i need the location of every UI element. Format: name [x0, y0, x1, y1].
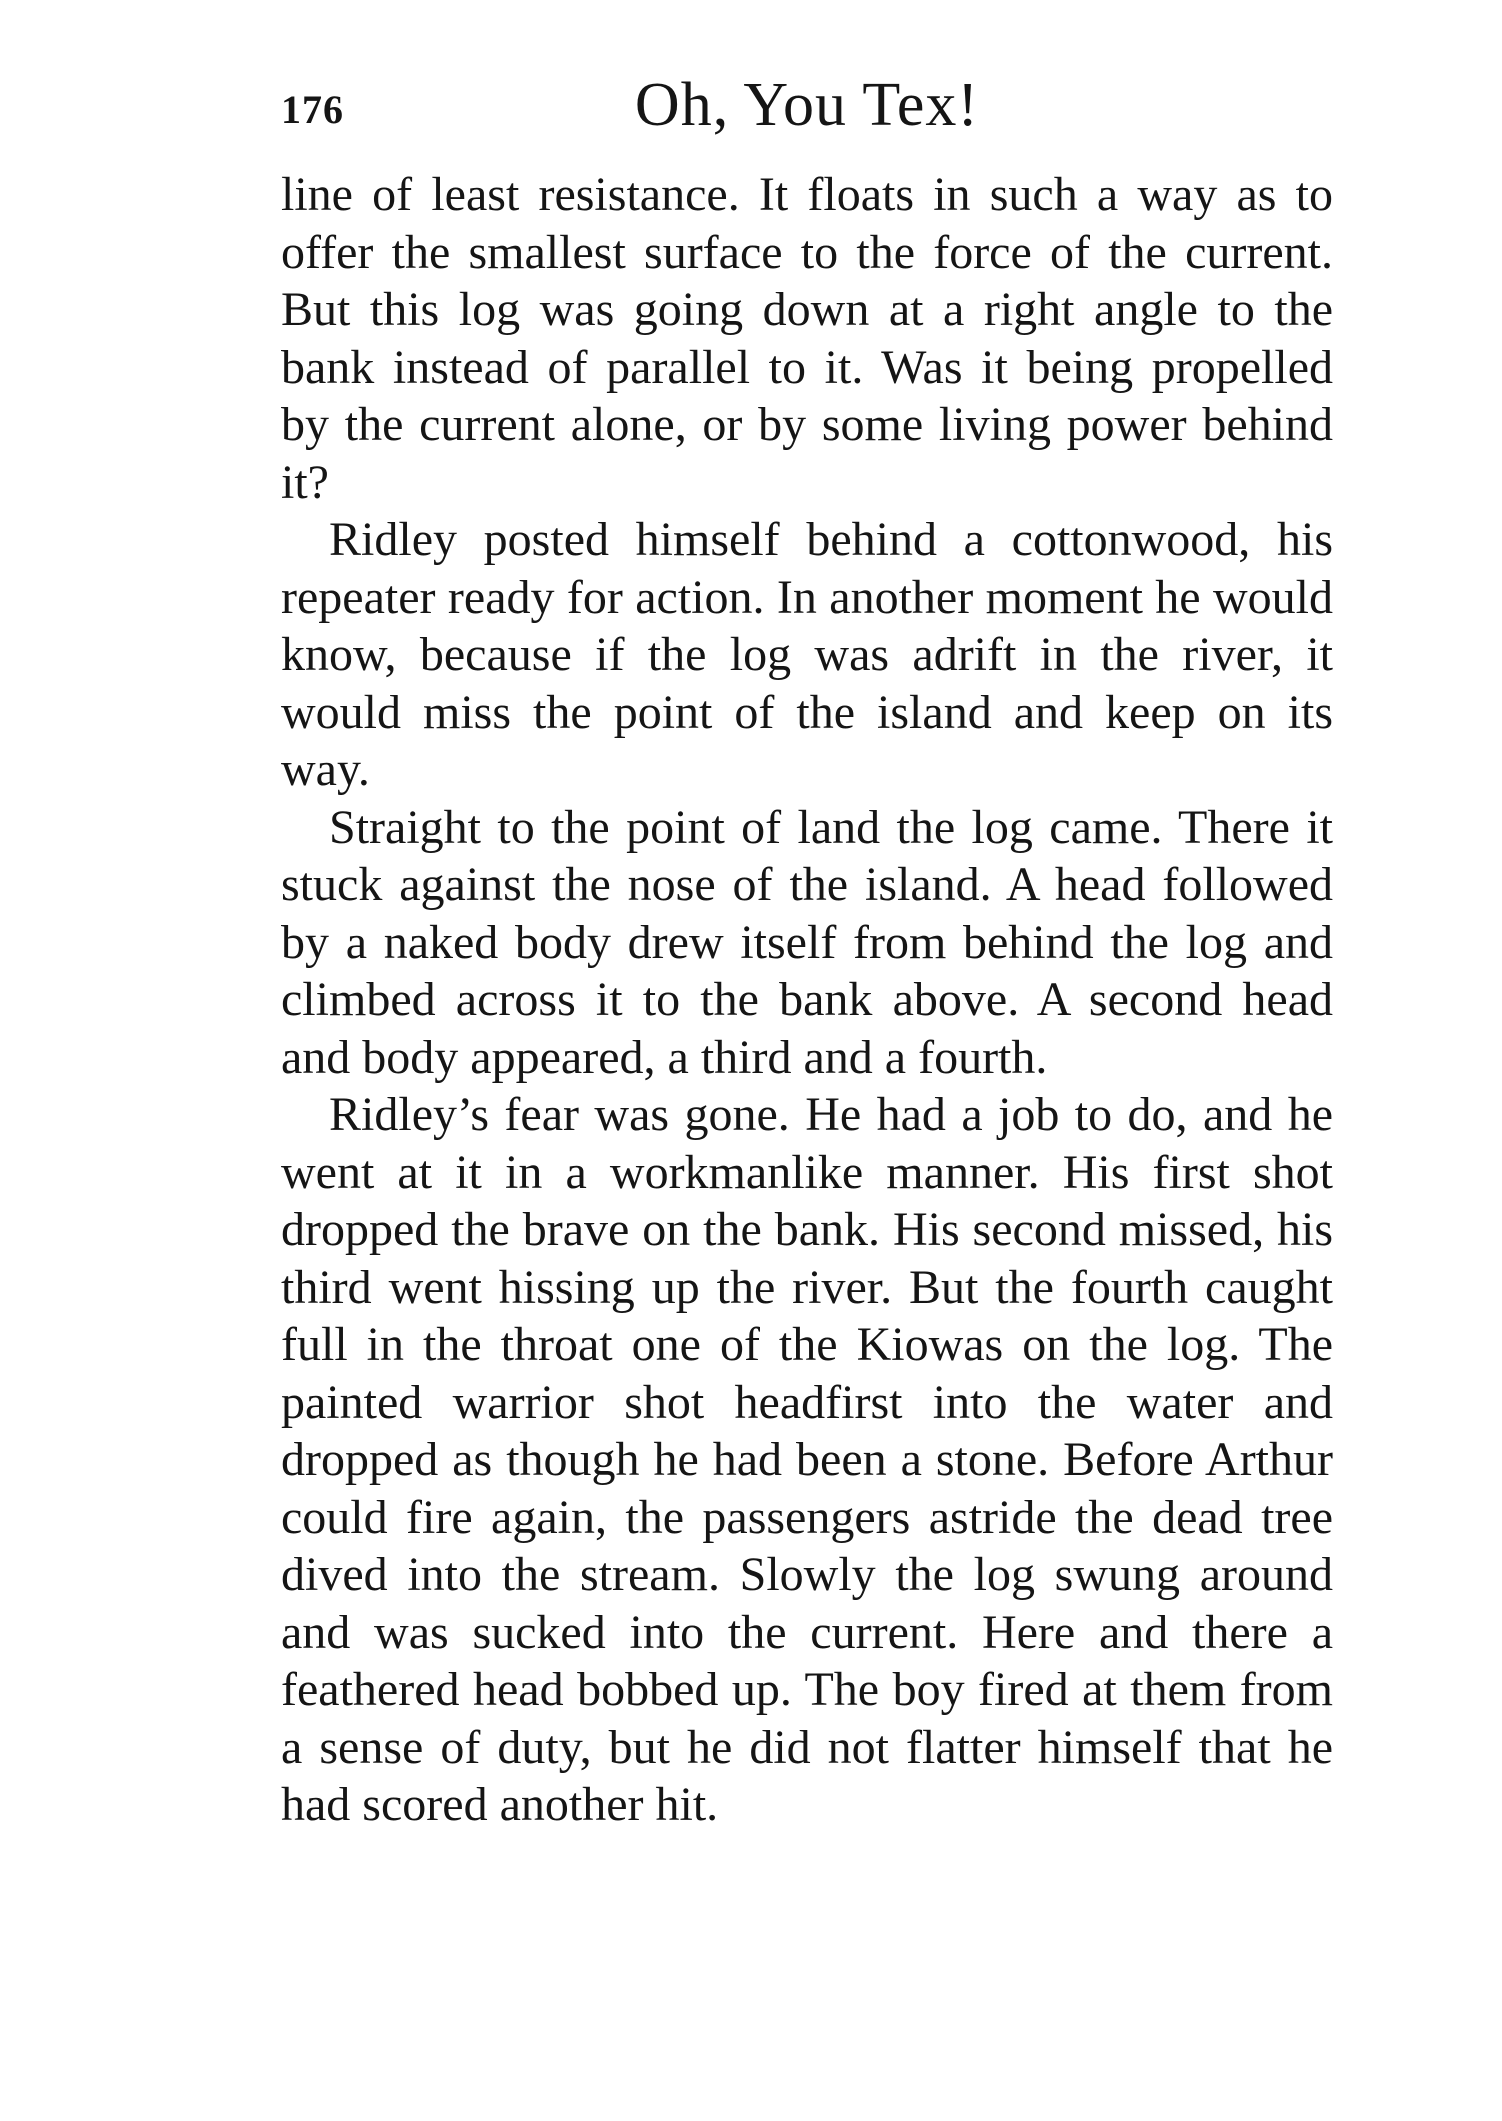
running-title: Oh, You Tex! [634, 71, 980, 139]
body-text [281, 166, 1333, 1834]
page-number: 176 [281, 87, 344, 132]
paragraph-straight-to-point: Straight to the point of land the log came. There it stuck against the nose of the island. A head followed by a naked body drew itself from behind the log and climbed across it to the bank above. A second head and body appeared, a third and a fourth. [281, 800, 1333, 1084]
paragraph-ridleys-fear: Ridley’s fear was gone. He had a job to do, and he went at it in a workmanlike manner. His first shot dropped the brave on the bank. His second missed, his third went hissing up the river. But the fourth caught full in the throat one of the Kiowas on the log. The painted warrior shot headfirst into the water and dropped as though he had been a stone. Before Arthur could fire again, the passengers astride the dead tree dived into the stream. Slowly the log swung around and was sucked into the current. Here and there a feathered head bobbed up. The boy fired at them from a sense of duty, but he did not flatter himself that he had scored another hit. [281, 1088, 1333, 1831]
running-head [281, 66, 1333, 166]
paragraph-continuation: line of least resistance. It floats in such a way as to offer the smallest surface to the force of the current. But this log was going down at a right angle to the bank instead of parallel to it. Was it being propelled by the current alone, or by some living power behind it? [281, 168, 1333, 509]
paragraph-ridley-posted: Ridley posted himself behind a cottonwood, his repeater ready for action. In another moment he would know, because if the log was adrift in the river, it would miss the point of the island and keep on its way. [281, 513, 1333, 796]
